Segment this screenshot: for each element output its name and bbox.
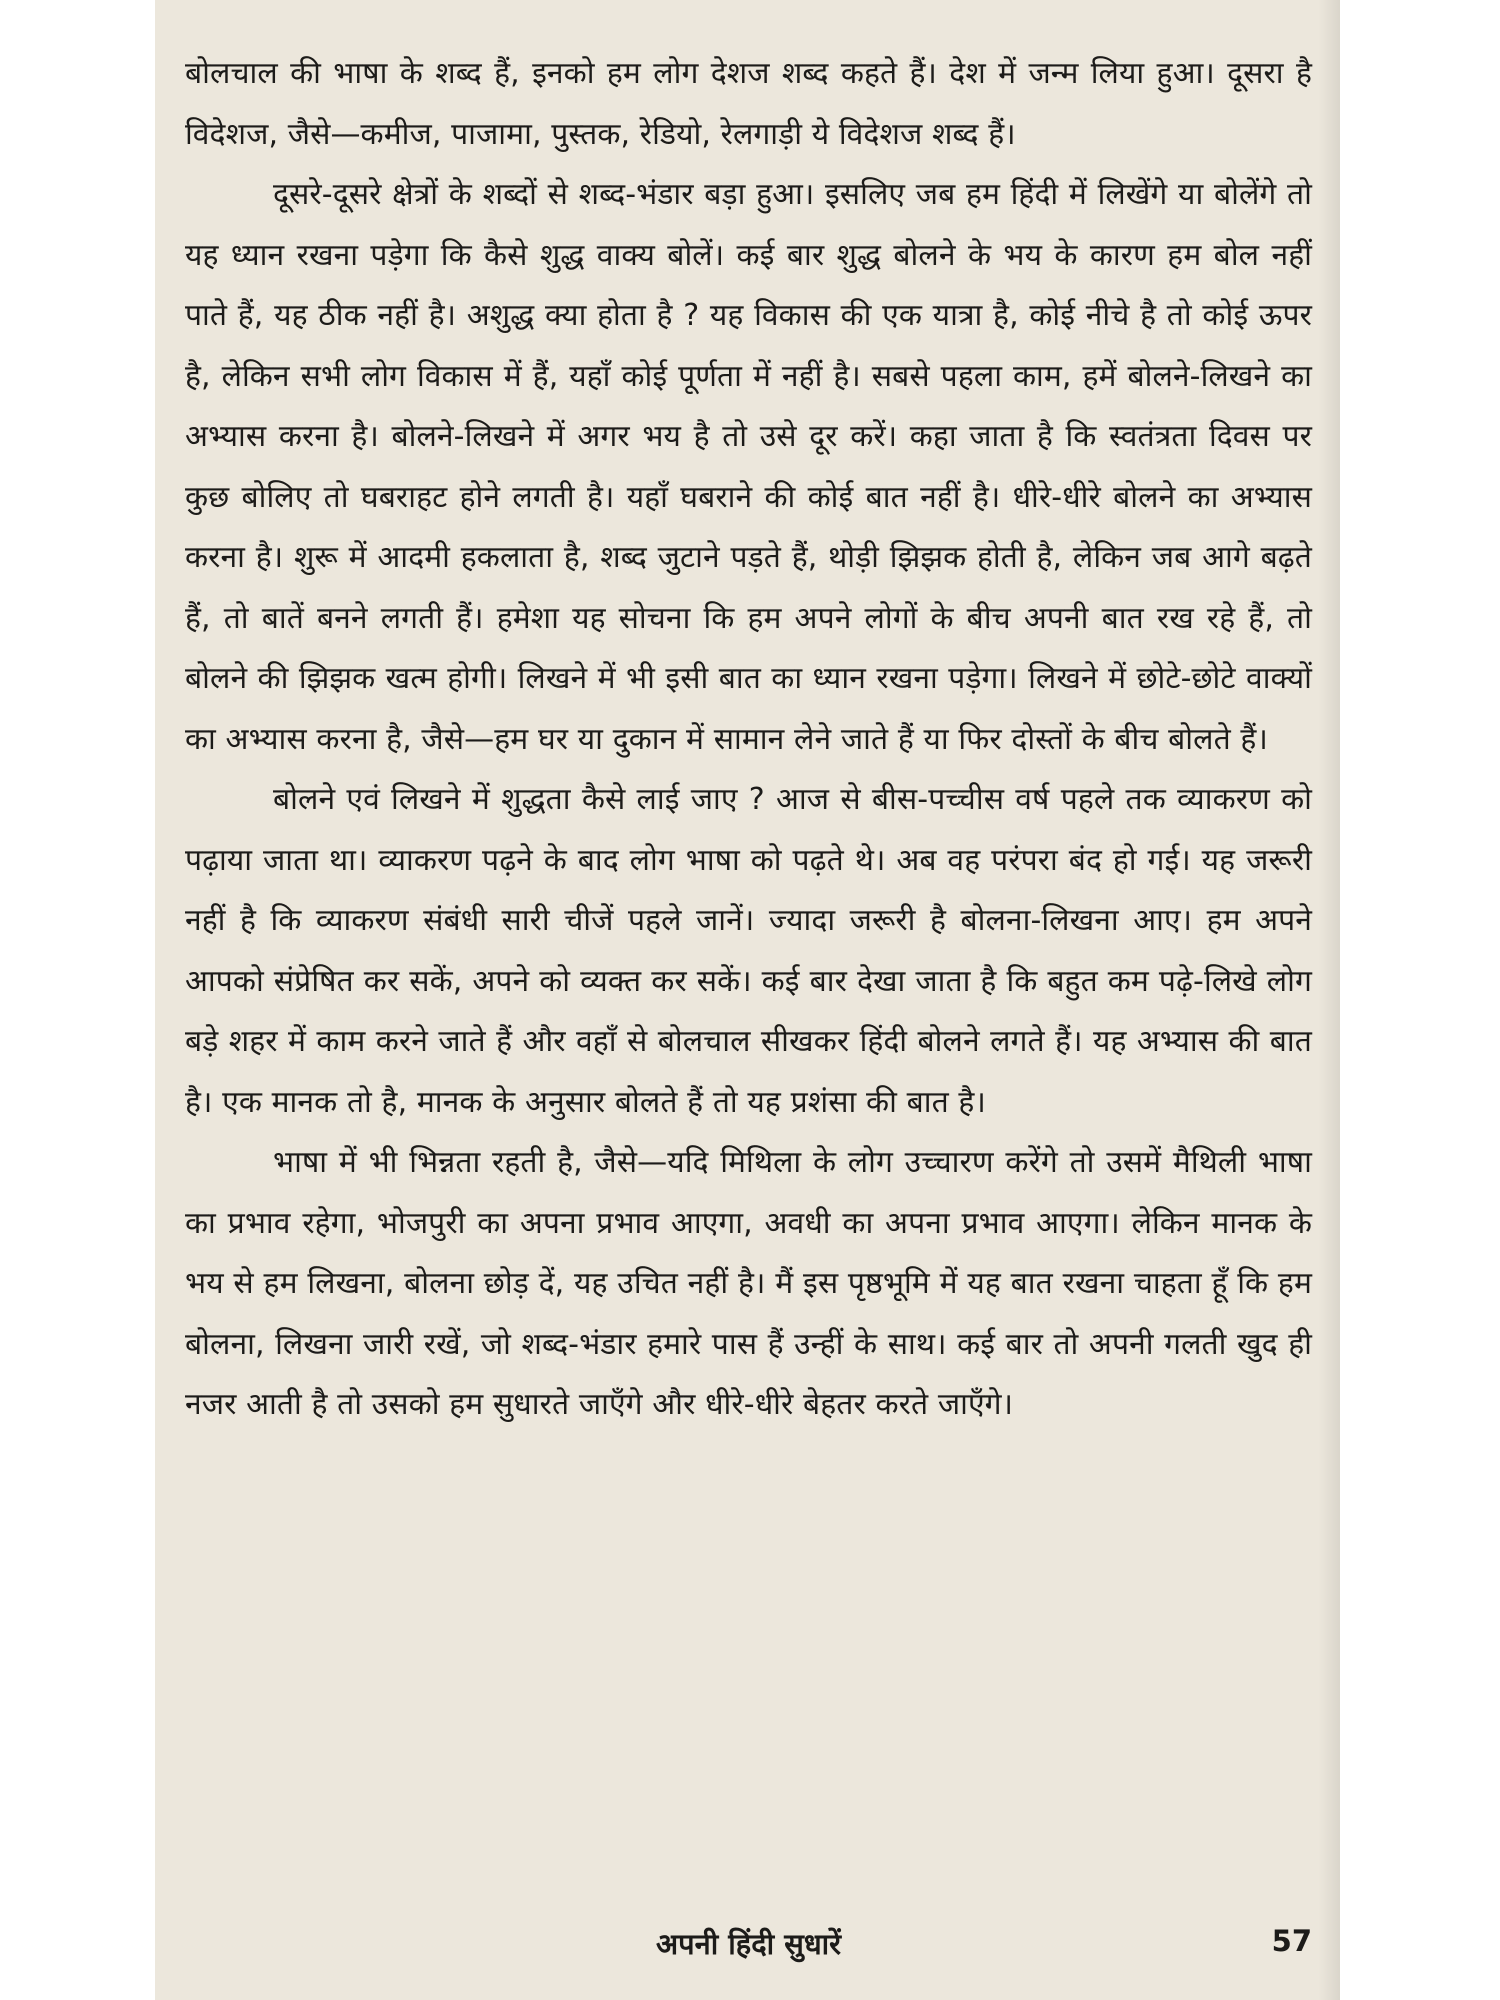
page-edge-shadow [1318, 0, 1340, 2000]
paragraph: दूसरे-दूसरे क्षेत्रों के शब्दों से शब्द-भंडार बड़ा हुआ। इसलिए जब हम हिंदी में लिखेंगे या बोलेंगे तो यह ध्यान रखना पड़ेगा कि कैसे शुद्ध वाक्य बोलें। कई बार शुद्ध बोलने के भय के कारण हम बोल नहीं पाते हैं, यह ठीक नहीं है। अशुद्ध क्या होता है ? यह विकास की एक यात्रा है, कोई नीचे है तो कोई ऊपर है, लेकिन सभी लोग विकास में हैं, यहाँ कोई पूर्णता में नहीं है। सबसे पहला काम, हमें बोलने-लिखने का अभ्यास करना है। बोलने-लिखने में अगर भय है तो उसे दूर करें। कहा जाता है कि स्वतंत्रता दिवस पर कुछ बोलिए तो घबराहट होने लगती है। यहाँ घबराने की कोई बात नहीं है। धीरे-धीरे बोलने का अभ्यास करना है। शुरू में आदमी हकलाता है, शब्द जुटाने पड़ते हैं, थोड़ी झिझक होती है, लेकिन जब आगे बढ़ते हैं, तो बातें बनने लगती हैं। हमेशा यह सोचना कि हम अपने लोगों के बीच अपनी बात रख रहे हैं, तो बोलने की झिझक खत्म होगी। लिखने में भी इसी बात का ध्यान रखना पड़ेगा। लिखने में छोटे-छोटे वाक्यों का अभ्यास करना है, जैसे—हम घर या दुकान में सामान लेने जाते हैं या फिर दोस्तों के बीच बोलते हैं। [185, 177, 1312, 757]
page-number: 57 [1271, 1924, 1312, 1958]
book-page [155, 0, 1340, 2000]
paragraph: बोलने एवं लिखने में शुद्धता कैसे लाई जाए ? आज से बीस-पच्चीस वर्ष पहले तक व्याकरण को पढ़ाया जाता था। व्याकरण पढ़ने के बाद लोग भाषा को पढ़ते थे। अब वह परंपरा बंद हो गई। यह जरूरी नहीं है कि व्याकरण संबंधी सारी चीजें पहले जानें। ज्यादा जरूरी है बोलना-लिखना आए। हम अपने आपको संप्रेषित कर सकें, अपने को व्यक्त कर सकें। कई बार देखा जाता है कि बहुत कम पढ़े-लिखे लोग बड़े शहर में काम करने जाते हैं और वहाँ से बोलचाल सीखकर हिंदी बोलने लगते हैं। यह अभ्यास की बात है। एक मानक तो है, मानक के अनुसार बोलते हैं तो यह प्रशंसा की बात है। [185, 782, 1312, 1120]
page-footer [185, 1924, 1312, 1964]
page-body-text [185, 44, 1312, 1436]
paragraph-continued: बोलचाल की भाषा के शब्द हैं, इनको हम लोग देशज शब्द कहते हैं। देश में जन्म लिया हुआ। दूसरा है विदेशज, जैसे—कमीज, पाजामा, पुस्तक, रेडियो, रेलगाड़ी ये विदेशज शब्द हैं। [185, 56, 1312, 152]
running-footer-title: अपनी हिंदी सुधारें [655, 1927, 842, 1961]
paragraph: भाषा में भी भिन्नता रहती है, जैसे—यदि मिथिला के लोग उच्चारण करेंगे तो उसमें मैथिली भाषा का प्रभाव रहेगा, भोजपुरी का अपना प्रभाव आएगा, अवधी का अपना प्रभाव आएगा। लेकिन मानक के भय से हम लिखना, बोलना छोड़ दें, यह उचित नहीं है। मैं इस पृष्ठभूमि में यह बात रखना चाहता हूँ कि हम बोलना, लिखना जारी रखें, जो शब्द-भंडार हमारे पास हैं उन्हीं के साथ। कई बार तो अपनी गलती खुद ही नजर आती है तो उसको हम सुधारते जाएँगे और धीरे-धीरे बेहतर करते जाएँगे। [185, 1145, 1312, 1422]
